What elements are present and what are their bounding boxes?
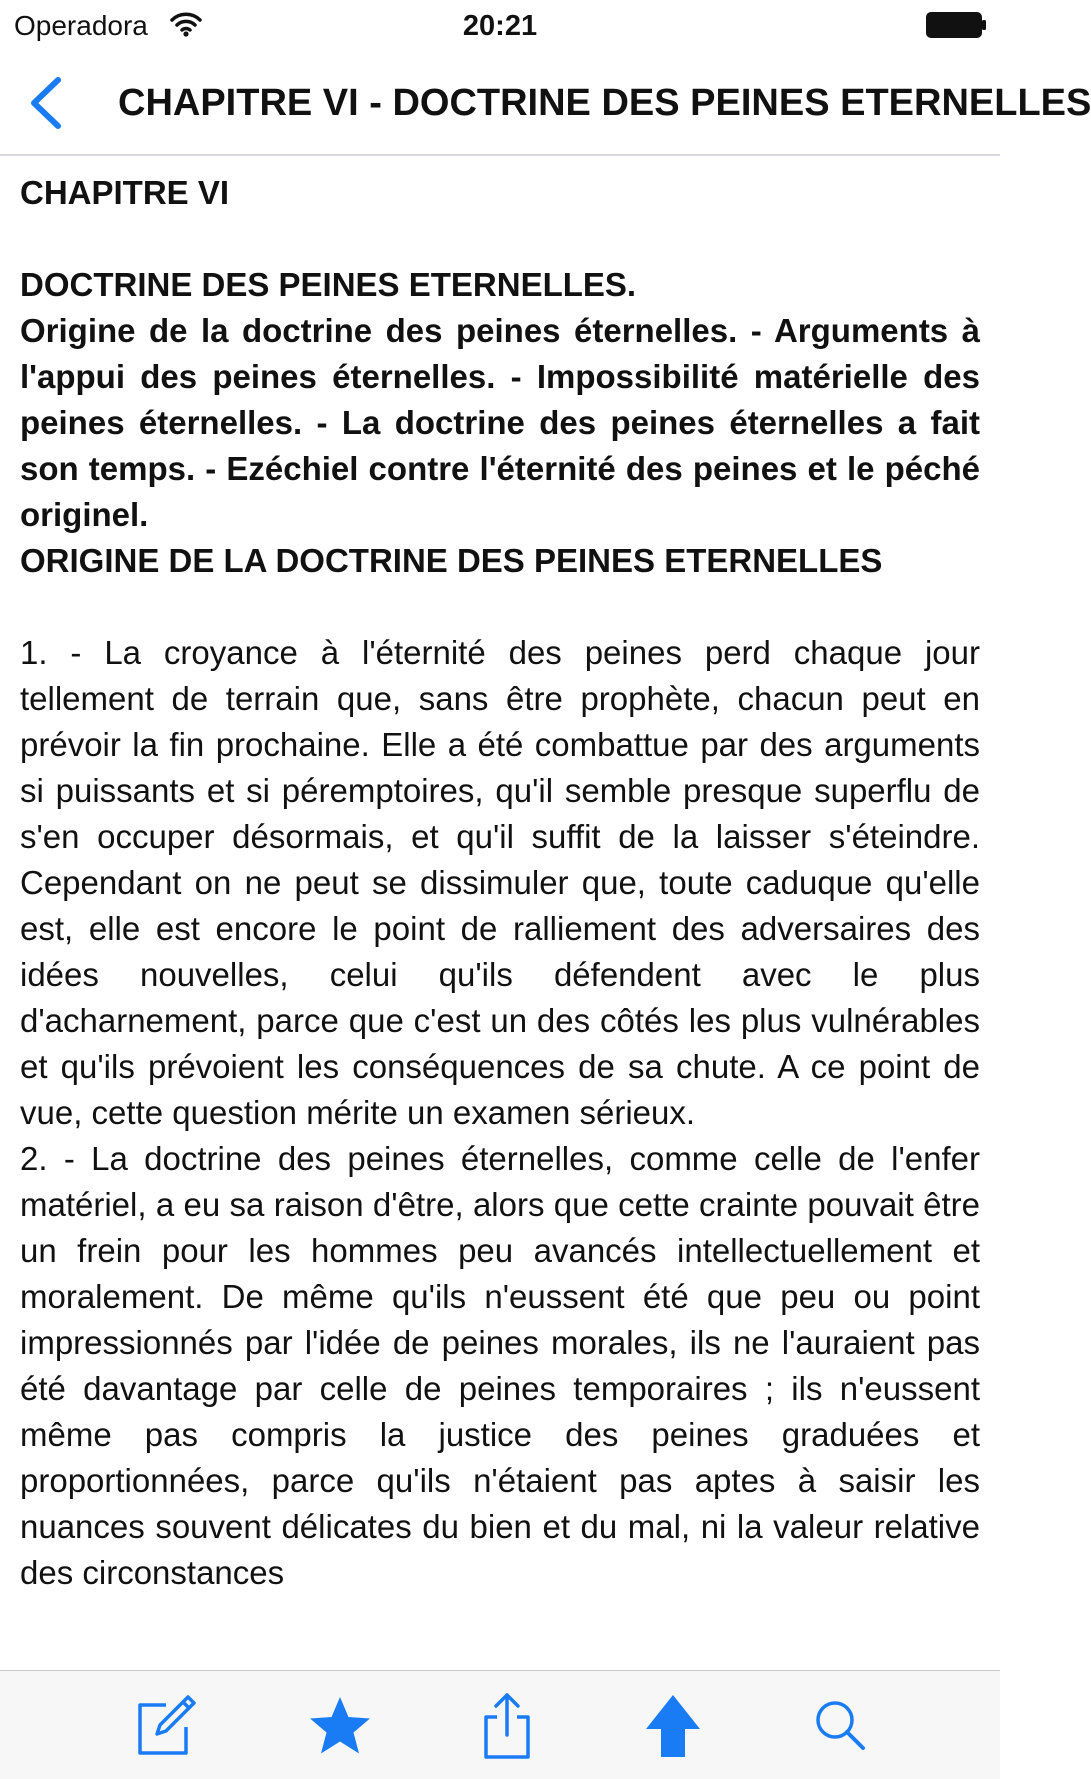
chapter-heading: CHAPITRE VI (20, 174, 230, 211)
carrier-label: Operadora (14, 10, 148, 41)
up-arrow-icon (638, 1691, 708, 1761)
section-heading: ORIGINE DE LA DOCTRINE DES PEINES ETERNELLES (20, 542, 883, 579)
star-icon (305, 1691, 375, 1761)
paragraph-1: 1. - La croyance à l'éternité des peines perd chaque jour tellement de terrain que, sans être prophète, chacun peut en prévoir la fin prochaine. Elle a été combattue par des arguments si puissants et si péremptoires, qu'il semble presque superflu de s'en occuper désormais, et qu'il suffit de la laisser s'éteindre. Cependant on ne peut se dissimuler que, toute caduque qu'elle est, elle est encore le point de ralliement des adversaires des idées nouvelles, celui qu'ils défendent avec le plus d'acharnement, parce que c'est un des côtés les plus vulnérables et qu'ils prévoient les conséquences de sa chute. A ce point de vue, cette question mérite un examen sérieux. (20, 634, 980, 1131)
back-button[interactable] (18, 72, 78, 134)
clock-label: 20:21 (462, 10, 538, 42)
chapter-summary: Origine de la doctrine des peines éternelles. - Arguments à l'appui des peines éternelles. - Impossibilité matérielle des peines éternelles. - La doctrine des peines éternelles a fait son temps. - Ezéchiel contre l'éternité des peines et le péché originel. (20, 312, 980, 533)
search-icon (805, 1691, 875, 1761)
edit-button[interactable] (130, 1691, 200, 1761)
bottom-toolbar (0, 1670, 1000, 1779)
favorite-button[interactable] (305, 1691, 375, 1761)
page-title: CHAPITRE VI - DOCTRINE DES PEINES ETERNELLES (118, 82, 1091, 124)
chevron-left-icon (18, 72, 78, 134)
doctrine-title: DOCTRINE DES PEINES ETERNELLES. (20, 266, 637, 303)
status-bar (0, 0, 1000, 52)
scroll-top-button[interactable] (638, 1691, 708, 1761)
spacer (20, 584, 980, 630)
share-icon (472, 1691, 542, 1761)
chapter-text (20, 170, 980, 1670)
edit-icon (130, 1691, 200, 1761)
paragraph-2: 2. - La doctrine des peines éternelles, comme celle de l'enfer matériel, a eu sa raison d'être, alors que cette crainte pouvait être un frein pour les hommes peu avancés intellectuellement et moralement. De même qu'ils n'eussent été que peu ou point impressionnés par l'idée de peines morales, ils ne l'auraient pas été davantage par celle de peines temporaires ; ils n'eussent même pas compris la justice des peines graduées et proportionnées, parce qu'ils n'étaient pas aptes à saisir les nuances souvent délicates du bien et du mal, ni la valeur relative des circonstances (20, 1140, 980, 1591)
share-button[interactable] (472, 1691, 542, 1761)
navigation-bar (0, 52, 1091, 156)
spacer (20, 216, 980, 262)
battery-icon (926, 12, 988, 38)
search-button[interactable] (805, 1691, 875, 1761)
